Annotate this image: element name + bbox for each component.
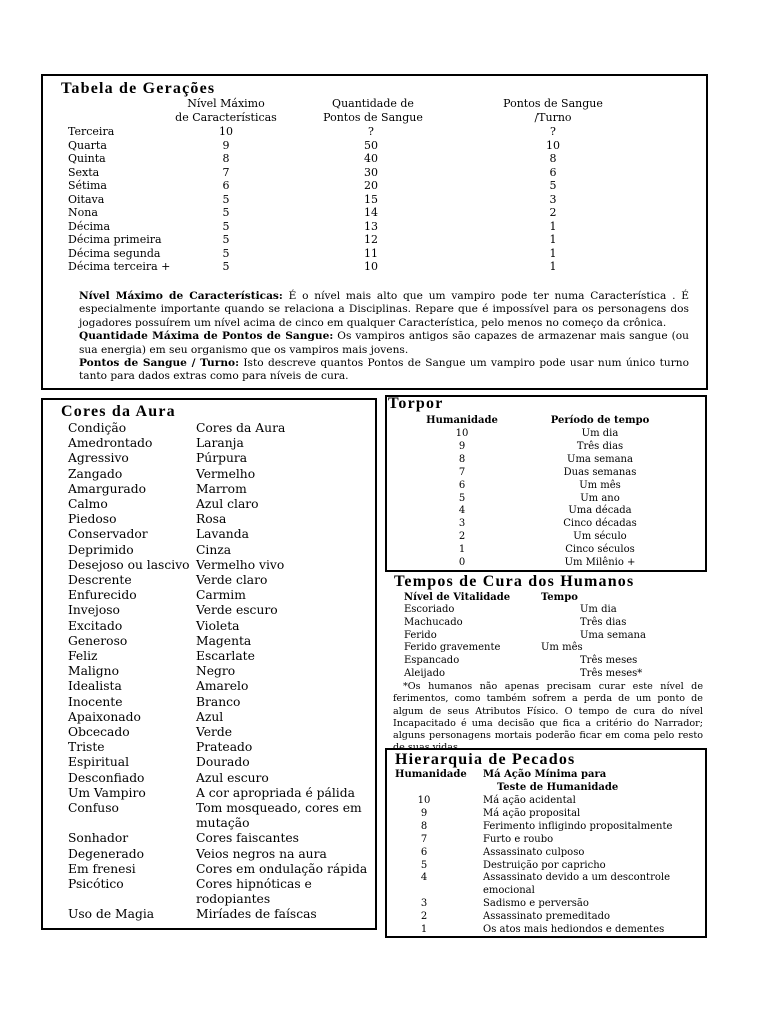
- cura-tempo: Três meses: [580, 655, 638, 667]
- geracao-name: Décima: [68, 219, 110, 233]
- aura-cor: Branco: [196, 694, 241, 709]
- aura-cor: Carmim: [196, 588, 246, 603]
- aura-condicao: Agressivo: [68, 451, 129, 466]
- aura-cor: Tom mosqueado, cores em: [196, 801, 362, 815]
- geracao-name: Décima terceira +: [68, 260, 171, 273]
- geracao-quantidade: 11: [364, 246, 378, 260]
- pecado-humanidade: 7: [420, 833, 428, 845]
- aura-condicao: Idealista: [68, 679, 122, 694]
- aura-cor: Vermelho: [196, 466, 256, 481]
- aura-condicao: Amedrontado: [68, 436, 153, 451]
- aura-condicao: Amargurado: [68, 481, 147, 496]
- torpor-periodo: Um ano: [580, 492, 620, 504]
- aura-cor: Púrpura: [196, 451, 248, 466]
- aura-box: [41, 398, 377, 930]
- aura-condicao: Conservador: [68, 527, 148, 542]
- geracao-name: Sexta: [68, 165, 100, 179]
- aura-cor: Rosa: [196, 512, 227, 527]
- torpor-periodo: Um mês: [579, 479, 621, 491]
- aura-cor: Verde: [196, 725, 233, 739]
- aura-condicao: Obcecado: [68, 725, 130, 739]
- torpor-periodo: Duas semanas: [563, 466, 637, 478]
- geracao-pontos: 6: [549, 165, 557, 179]
- geracao-name: Décima primeira: [68, 233, 162, 246]
- geracao-pontos: 10: [546, 138, 560, 152]
- torpor-humanidade: 0: [458, 557, 466, 568]
- header-quantidade: Quantidade de Pontos de Sangue: [323, 97, 423, 124]
- cura-header-tempo: Tempo: [541, 592, 578, 603]
- geracao-nivel: 5: [222, 233, 230, 246]
- geracao-quantidade: 20: [364, 179, 378, 192]
- torpor-humanidade: 1: [458, 544, 466, 556]
- geracao-nivel: 7: [222, 165, 230, 179]
- aura-cor: Amarelo: [196, 679, 249, 694]
- geracao-quantidade: 14: [364, 206, 378, 219]
- aura-cor: Cinza: [196, 542, 232, 557]
- aura-cor: Miríades de faíscas: [196, 907, 317, 922]
- aura-cor: Violeta: [196, 618, 240, 633]
- aura-cor: Azul claro: [196, 497, 259, 511]
- aura-condicao: Zangado: [68, 466, 123, 481]
- geracoes-explanation: Nível Máximo de Características: É o nível mais alto que um vampiro pode ter numa Característica . É especialmente importante quando se relaciona a Disciplinas. Repare que é impossível para os personagens dos jogadores possuírem um nível acima de cinco em qualquer Característica, pelo menos no começo da crônica. Quantidade Máxima de Pontos de Sangue: Os vampiros antigos são capazes de armazenar mais sangue (ou sua energia) em seu organismo que os vampiros mais jovens. Pontos de Sangue / Turno: Isto descreve quantos Pontos de Sangue um vampiro pode usar num único turno tanto para dados extras como para níveis de cura.: [79, 290, 689, 383]
- cura-header-nivel: Nível de Vitalidade: [404, 592, 511, 603]
- cura-tempo: Três dias: [580, 616, 627, 628]
- geracao-nivel: 5: [222, 246, 230, 260]
- geracao-quantidade: 30: [364, 165, 378, 179]
- geracao-nivel: 5: [222, 219, 230, 233]
- aura-condicao: Feliz: [68, 649, 98, 663]
- header-nivel: Nível Máximo de Características: [175, 97, 277, 124]
- cura-tempo: Um dia: [580, 604, 617, 615]
- pecado-acao: emocional: [483, 885, 535, 897]
- torpor-humanidade: 9: [458, 440, 466, 452]
- aura-condicao: Maligno: [68, 664, 119, 679]
- geracao-nivel: 10: [219, 125, 233, 138]
- pecados-header-acao: Má Ação Mínima para Teste de Humanidade: [483, 769, 619, 793]
- geracao-quantidade: 13: [364, 219, 378, 233]
- pecado-humanidade: 3: [420, 898, 428, 910]
- geracoes-box: [41, 74, 708, 390]
- aura-cor: Verde claro: [196, 573, 268, 587]
- torpor-periodo: Uma década: [568, 505, 632, 517]
- geracao-pontos: 3: [549, 192, 557, 206]
- aura-cor: Cores faiscantes: [196, 831, 299, 846]
- geracao-quantidade: 12: [364, 233, 378, 246]
- geracao-name: Quarta: [68, 138, 107, 152]
- aura-cor: mutação: [196, 816, 250, 831]
- aura-cor: Dourado: [196, 755, 250, 770]
- pecado-acao: Furto e roubo: [483, 833, 554, 845]
- torpor-title: Torpor: [388, 395, 444, 412]
- pecado-humanidade: 1: [420, 924, 428, 935]
- geracao-nivel: 5: [222, 192, 230, 206]
- geracao-pontos: 8: [549, 152, 557, 165]
- geracao-nivel: 5: [222, 206, 230, 219]
- torpor-humanidade: 2: [458, 531, 466, 543]
- torpor-periodo: Cinco séculos: [565, 544, 635, 556]
- torpor-periodo: Um dia: [581, 428, 619, 439]
- aura-condicao: Uso de Magia: [68, 907, 155, 922]
- aura-cor: Azul escuro: [196, 770, 269, 785]
- geracao-quantidade: 10: [364, 260, 378, 273]
- geracao-pontos: 2: [549, 206, 557, 219]
- aura-condicao: Apaixonado: [68, 709, 141, 724]
- aura-condicao: Psicótico: [68, 877, 124, 891]
- pecado-humanidade: 8: [420, 820, 428, 832]
- aura-condicao: Em frenesi: [68, 861, 136, 876]
- geracao-pontos: 1: [549, 219, 557, 233]
- torpor-box: [385, 395, 707, 572]
- aura-condicao: Espiritual: [68, 755, 130, 770]
- geracoes-title: Tabela de Gerações: [61, 80, 216, 97]
- pecado-humanidade: 5: [420, 859, 428, 871]
- aura-condicao: Excitado: [68, 618, 123, 633]
- cura-nivel: Espancado: [404, 655, 460, 667]
- aura-cor: Marrom: [196, 481, 247, 496]
- torpor-header-humanidade: Humanidade: [426, 415, 498, 426]
- torpor-periodo: Três dias: [576, 440, 624, 452]
- pecado-humanidade: 10: [417, 795, 431, 806]
- pecado-acao: Sadismo e perversão: [483, 898, 589, 910]
- aura-cor: Cores da Aura: [196, 421, 286, 435]
- torpor-periodo: Uma semana: [567, 453, 633, 465]
- cura-nivel: Ferido gravemente: [404, 642, 501, 654]
- pecado-acao: Assassinato devido a um descontrole: [483, 872, 670, 884]
- torpor-humanidade: 6: [458, 479, 466, 491]
- geracao-pontos: ?: [550, 125, 556, 138]
- aura-condicao: Generoso: [68, 633, 128, 648]
- aura-cor: Escarlate: [196, 649, 255, 663]
- geracao-nivel: 9: [222, 138, 230, 152]
- torpor-humanidade: 10: [455, 428, 469, 439]
- cura-tempo: Uma semana: [580, 629, 646, 641]
- geracao-quantidade: 15: [364, 192, 378, 206]
- aura-cor: A cor apropriada é pálida: [196, 785, 355, 800]
- aura-condicao: Enfurecido: [68, 588, 137, 603]
- aura-cor: Cores em ondulação rápida: [196, 861, 368, 876]
- aura-cor: Magenta: [196, 633, 252, 648]
- aura-condicao: Desejoso ou lascivo: [68, 557, 190, 572]
- pecados-header-humanidade: Humanidade: [395, 769, 467, 780]
- torpor-periodo: Um Milênio +: [564, 557, 636, 568]
- geracao-name: Décima segunda: [68, 246, 161, 260]
- pecado-acao: Assassinato premeditado: [483, 911, 611, 923]
- aura-condicao: Confuso: [68, 801, 119, 815]
- aura-cor: rodopiantes: [196, 892, 271, 907]
- aura-condicao: Invejoso: [68, 603, 120, 618]
- aura-condicao: Inocente: [68, 694, 123, 709]
- pecado-acao: Má ação acidental: [483, 795, 576, 806]
- geracao-quantidade: 50: [364, 138, 378, 152]
- aura-condicao: Triste: [68, 740, 105, 755]
- geracao-pontos: 5: [549, 179, 557, 192]
- pecado-acao: Assassinato culposo: [483, 846, 585, 858]
- geracao-nivel: 8: [222, 152, 230, 165]
- cura-tempo: Três meses*: [580, 668, 643, 679]
- aura-condicao: Desconfiado: [68, 770, 145, 785]
- torpor-humanidade: 5: [458, 492, 466, 504]
- aura-condicao: Deprimido: [68, 542, 134, 557]
- aura-cor: Cores hipnóticas e: [196, 877, 312, 891]
- geracao-name: Quinta: [68, 152, 106, 165]
- geracao-name: Terceira: [68, 125, 115, 138]
- pecado-acao: Ferimento infligindo propositalmente: [483, 820, 673, 832]
- aura-condicao: Condição: [68, 421, 127, 435]
- aura-cor: Lavanda: [196, 527, 249, 542]
- aura-cor: Vermelho vivo: [196, 557, 285, 572]
- geracao-pontos: 1: [549, 246, 557, 260]
- pecado-humanidade: 6: [420, 846, 428, 858]
- aura-cor: Negro: [196, 664, 236, 679]
- pecado-humanidade: 4: [420, 872, 428, 884]
- aura-cor: Laranja: [196, 436, 244, 451]
- aura-cor: Azul: [196, 709, 224, 724]
- aura-cor: Veios negros na aura: [196, 846, 327, 861]
- aura-cor: Verde escuro: [196, 603, 278, 618]
- geracao-name: Nona: [68, 206, 98, 219]
- aura-condicao: Degenerado: [68, 846, 144, 861]
- cura-note: *Os humanos não apenas precisam curar este nível de ferimentos, como também sofrem a perda de um ponto de algum de seus Atributos Físico. O tempo de cura do nível Incapacitado é uma decisão que fica a critério do Narrador; alguns personagens mortais poderão ficar em coma pelo resto de suas vidas.: [393, 681, 703, 754]
- pecado-humanidade: 9: [420, 807, 428, 819]
- pecado-acao: Os atos mais hediondos e dementes: [483, 924, 665, 935]
- torpor-header-periodo: Período de tempo: [550, 415, 650, 426]
- aura-condicao: Calmo: [68, 497, 108, 511]
- header-pontos-turno: Pontos de Sangue /Turno: [503, 97, 603, 124]
- cura-tempo: Um mês: [541, 642, 583, 654]
- aura-condicao: Descrente: [68, 573, 132, 587]
- aura-title: Cores da Aura: [61, 403, 176, 420]
- geracao-quantidade: ?: [368, 125, 374, 138]
- cura-nivel: Ferido: [404, 629, 437, 641]
- geracao-name: Sétima: [68, 179, 107, 192]
- geracao-quantidade: 40: [364, 152, 378, 165]
- torpor-periodo: Um século: [573, 531, 627, 543]
- torpor-humanidade: 3: [458, 518, 466, 530]
- aura-condicao: Um Vampiro: [68, 785, 146, 800]
- torpor-periodo: Cinco décadas: [563, 518, 637, 530]
- torpor-humanidade: 4: [458, 505, 466, 517]
- aura-condicao: Sonhador: [68, 831, 129, 846]
- geracao-pontos: 1: [549, 260, 557, 273]
- geracao-nivel: 6: [222, 179, 230, 192]
- geracao-name: Oitava: [68, 192, 105, 206]
- pecado-humanidade: 2: [420, 911, 428, 923]
- aura-condicao: Piedoso: [68, 512, 117, 527]
- geracao-pontos: 1: [549, 233, 557, 246]
- geracao-nivel: 5: [222, 260, 230, 273]
- pecados-title: Hierarquia de Pecados: [395, 751, 576, 768]
- cura-nivel: Machucado: [404, 616, 463, 628]
- torpor-humanidade: 7: [458, 466, 466, 478]
- pecado-acao: Má ação proposital: [483, 807, 581, 819]
- cura-nivel: Aleijado: [404, 668, 446, 679]
- aura-cor: Prateado: [196, 740, 253, 755]
- cura-title: Tempos de Cura dos Humanos: [394, 573, 635, 590]
- cura-nivel: Escoriado: [404, 604, 455, 615]
- pecados-box: [385, 748, 707, 938]
- pecado-acao: Destruição por capricho: [483, 859, 606, 871]
- torpor-humanidade: 8: [458, 453, 466, 465]
